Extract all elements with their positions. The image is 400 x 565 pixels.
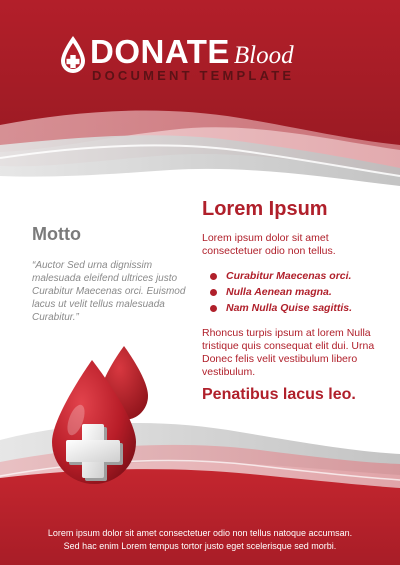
blood-drop-cross-icon	[58, 34, 88, 76]
main-heading: Lorem Ipsum	[202, 198, 328, 220]
motto-quote: “Auctor Sed urna dignissim malesuada eleifend ultrices justo Curabitur Maecenas orci. Euismod lacus ut velit tellus malesuada Curabitur.”	[32, 260, 186, 323]
footer-text	[0, 527, 400, 553]
footer-line: Lorem ipsum dolor sit amet consectetuer odio non tellus natoque accumsan.	[47, 528, 353, 538]
title-blood: Blood	[233, 42, 294, 69]
subtitle: DOCUMENT TEMPLATE	[92, 68, 295, 83]
bullet-dot-icon	[210, 289, 217, 296]
body-paragraph: Rhoncus turpis ipsum at lorem Nulla tristique quis consequat elit dui. Urna Donec felis velit vestibulum libero vestibulum.	[202, 327, 375, 378]
bullet-dot-icon	[210, 273, 217, 280]
title-donate: DONATE	[90, 33, 230, 70]
list-item: Nam Nulla Quise sagittis.	[202, 300, 382, 316]
header	[0, 0, 400, 100]
list-item: Nulla Aenean magna.	[202, 284, 382, 300]
intro-paragraph: Lorem ipsum dolor sit amet consectetuer odio non tellus.	[202, 232, 336, 257]
bullet-list	[202, 268, 382, 316]
bullet-dot-icon	[210, 305, 217, 312]
list-item: Curabitur Maecenas orci.	[202, 268, 382, 284]
motto-heading: Motto	[32, 224, 81, 244]
footer-line: Sed hac enim Lorem tempus tortor justo eget scelerisque sed morbi.	[63, 541, 337, 551]
secondary-heading: Penatibus lacus leo.	[202, 386, 356, 403]
blood-drops-medical-cross-icon	[40, 338, 165, 498]
